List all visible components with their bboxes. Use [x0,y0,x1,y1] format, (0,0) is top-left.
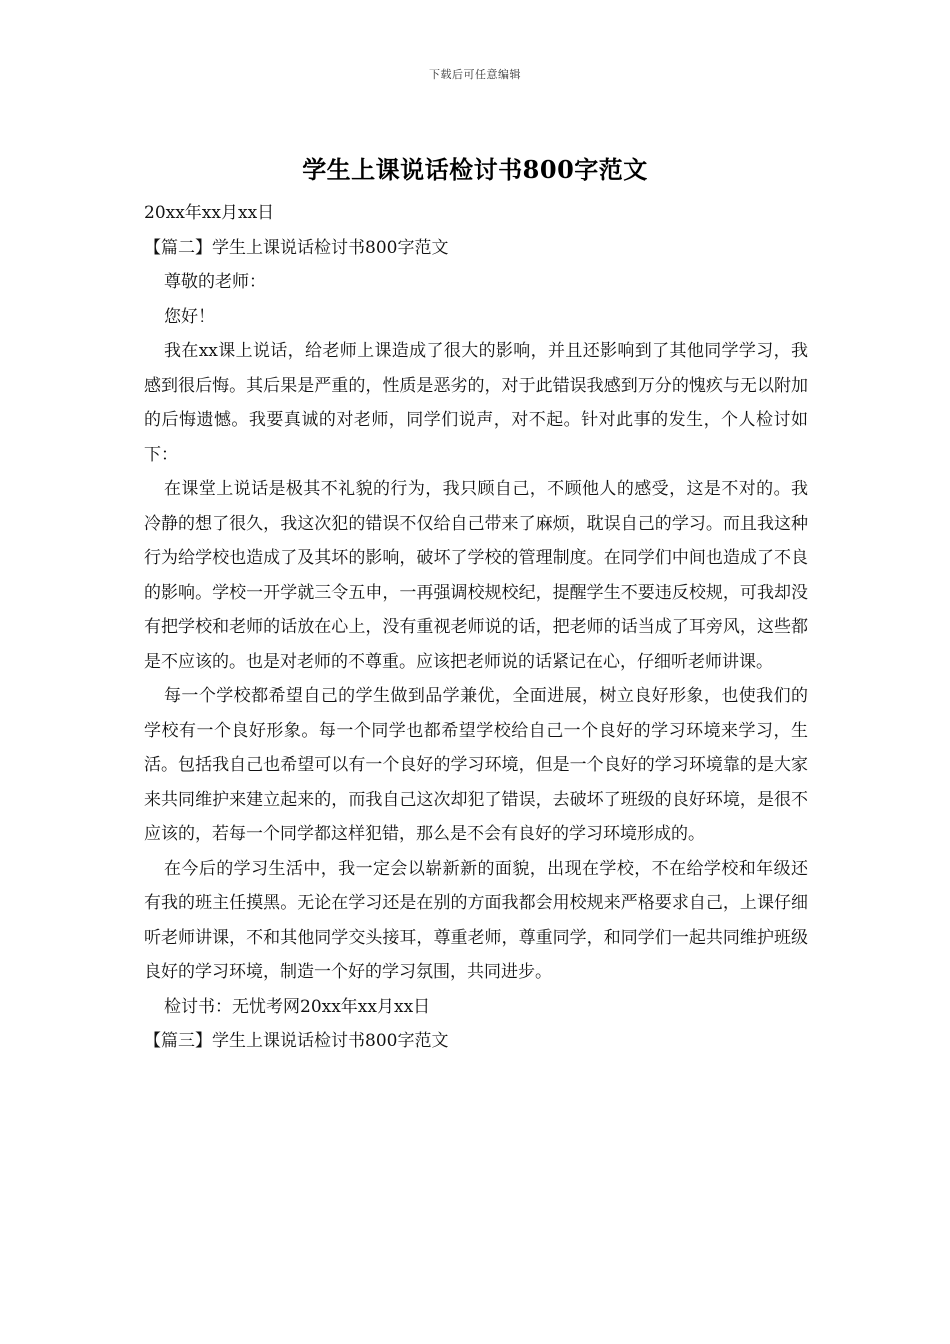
date-line: 20xx年xx月xx日 [144,203,275,223]
document-body [144,196,808,1059]
document-title: 学生上课说话检讨书800字范文 [302,155,648,184]
salutation: 尊敬的老师： [164,272,266,292]
body-paragraph: 在课堂上说话是极其不礼貌的行为，我只顾自己，不顾他人的感受，这是不对的。我冷静的想了很久，我这次犯的错误不仅给自己带来了麻烦，耽误自己的学习。而且我这种行为给学校也造成了及其坏的影响，破坏了学校的管理制度。在同学们中间也造成了不良的影响。学校一开学就三令五申，一再强调校规校纪，提醒学生不要违反校规，可我却没有把学校和老师的话放在心上，没有重视老师说的话，把老师的话当成了耳旁风，这些都是不应该的。也是对老师的不尊重。应该把老师说的话紧记在心，仔细听老师讲课。 [144,479,808,672]
signature-line: 检讨书：无忧考网20xx年xx月xx日 [164,996,431,1017]
body-paragraph: 每一个学校都希望自己的学生做到品学兼优，全面进展，树立良好形象，也使我们的学校有一个良好形象。每一个同学也都希望学校给自己一个良好的学习环境来学习，生活。包括我自己也希望可以有一个良好的学习环境，但是一个良好的学习环境靠的是大家来共同维护来建立起来的，而我自己这次却犯了错误，去破坏了班级的良好环境，是很不应该的，若每一个同学都这样犯错，那么是不会有良好的学习环境形成的。 [144,686,808,844]
header-note: 下载后可任意编辑 [429,68,521,81]
greeting: 您好！ [164,306,215,327]
body-paragraph: 在今后的学习生活中，我一定会以崭新新的面貌，出现在学校，不在给学校和年级还有我的班主任摸黑。无论在学习还是在别的方面我都会用校规来严格要求自己，上课仔细听老师讲课，不和其他同学交头接耳，尊重老师，尊重同学，和同学们一起共同维护班级良好的学习环境，制造一个好的学习氛围，共同进步。 [144,858,808,982]
body-paragraph: 我在xx课上说话，给老师上课造成了很大的影响，并且还影响到了其他同学学习，我感到很后悔。其后果是严重的，性质是恶劣的，对于此错误我感到万分的愧疚与无以附加的后悔遗憾。我要真诚的对老师，同学们说声，对不起。针对此事的发生，个人检讨如下： [144,341,808,465]
section-three-heading: 【篇三】学生上课说话检讨书800字范文 [144,1031,449,1051]
section-two-heading: 【篇二】学生上课说话检讨书800字范文 [144,237,449,258]
